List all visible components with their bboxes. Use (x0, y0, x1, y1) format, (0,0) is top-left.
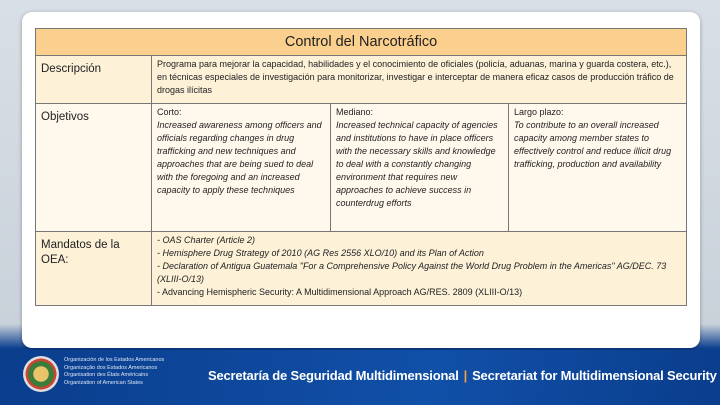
oas-seal-logo (23, 356, 59, 392)
mandato-item: - Declaration of Antigua Guatemala "For a Comprehensive Policy Against the World Drug Problem in the Americas" AG/DEC. 73 (XLIII-O/13) (157, 261, 667, 284)
mandato-item: - Hemisphere Drug Strategy of 2010 (AG Res 2556 XLO/10) and its Plan of Action (157, 248, 484, 258)
org-name: Organization of American States (64, 379, 143, 386)
mandato-item: - OAS Charter (Article 2) (157, 235, 256, 245)
org-names (64, 357, 164, 387)
table-title: Control del Narcotráfico (36, 29, 687, 56)
corto-heading: Corto: (157, 107, 182, 117)
secretariat-es: Secretaría de Seguridad Multidimensional (208, 368, 459, 383)
mandatos-list (152, 232, 687, 306)
objetivo-corto (152, 104, 331, 232)
org-name: Organização dos Estados Americanos (64, 364, 158, 371)
objetivos-label: Objetivos (36, 104, 152, 232)
mandatos-label: Mandatos de la OEA: (36, 232, 152, 306)
objetivo-mediano (331, 104, 509, 232)
descripcion-label: Descripción (36, 56, 152, 104)
objetivo-largo (509, 104, 687, 232)
secretariat-en: Secretariat for Multidimensional Security (472, 368, 717, 383)
org-name: Organización de los Estados Americanos (64, 357, 165, 363)
separator: | (463, 368, 468, 383)
mediano-text: Increased technical capacity of agencies and institutions to have in place officers with the necessary skills and knowledge to deal with a constantly changing environment that requires new approaches to achieve success in counterdrug efforts (336, 120, 498, 208)
mediano-heading: Mediano: (336, 107, 374, 117)
largo-text: To contribute to an overall increased capacity among member states to effectively control and reduce illicit drug trafficking, production and availability (514, 120, 672, 169)
mandato-item: - Advancing Hemispheric Security: A Multidimensional Approach AG/RES. 2809 (XLIII-O/13) (157, 287, 523, 297)
largo-heading: Largo plazo: (514, 107, 564, 117)
secretariat-title (208, 368, 717, 383)
org-name: Organisation des États Américains (64, 372, 149, 378)
descripcion-text: Programa para mejorar la capacidad, habilidades y el conocimiento de oficiales (policía, aduanas, marina y guarda costera, etc.), en técnicas especiales de investigación para monitorizar, investigar e interceptar de manera eficaz casos de producción tráfico de drogas ilícitas (152, 56, 687, 104)
program-table (35, 28, 687, 306)
corto-text: Increased awareness among officers and officials regarding changes in drug trafficking and new techniques and approaches that are being sued to deal with the foregoing and an increased capacity to apply these techniques (157, 120, 322, 195)
